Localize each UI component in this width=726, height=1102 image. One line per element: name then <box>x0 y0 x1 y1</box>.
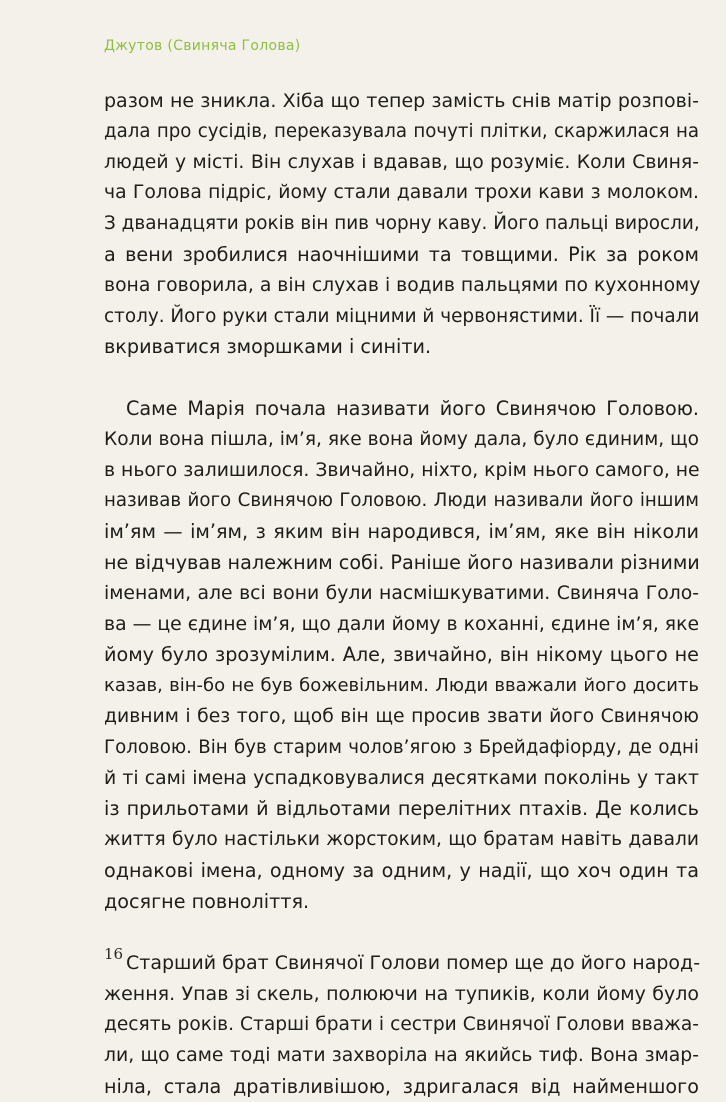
text-line: ва — це єдине ім’я, що дали йому в коханні, єдине ім’я, яке <box>104 610 699 641</box>
text-line: ніла, стала дратівливішою, здригалася від найменшого <box>104 1072 699 1102</box>
text-line: казав, він-бо не був божевільним. Люди вважали його досить <box>104 671 699 702</box>
text-line: столу. Його руки стали міцними й червонястими. Її — почали <box>104 302 699 333</box>
text-line: досягне повноліття. <box>104 887 699 918</box>
text-line: життя було настільки жорстоким, що братам навіть давали <box>104 825 699 856</box>
text-line: Старший брат Свинячої Голови помер ще до його народ- <box>104 948 699 979</box>
text-line: а вени зробилися наочнішими та товщими. Рік за роком <box>104 240 699 271</box>
text-line: ча Голова підріс, йому стали давали трохи кави з молоком. <box>104 178 699 209</box>
paragraph-gap <box>104 918 699 949</box>
text-line: із прильотами й відльотами перелітних птахів. Де колись <box>104 794 699 825</box>
text-line: називав його Свинячою Головою. Люди називали його іншим <box>104 486 699 517</box>
text-line: Саме Марія почала називати його Свинячою Головою. <box>104 394 699 425</box>
running-head: Джутов (Свиняча Голова) <box>104 38 301 54</box>
text-line: людей у місті. Він слухав і вдавав, що розуміє. Коли Свиня- <box>104 148 699 179</box>
text-line: Головою. Він був старим чолов’ягою з Брейдафіорду, де одні <box>104 733 699 764</box>
text-line: вкриватися зморшками і синіти. <box>104 332 699 363</box>
text-line: іменами, але всі вони були насмішкуватими. Свиняча Голо- <box>104 579 699 610</box>
page-number: 16 <box>104 945 123 963</box>
body-text <box>104 86 699 1102</box>
text-line: ім’ям — ім’ям, з яким він народився, ім’ям, яке він ніколи <box>104 517 699 548</box>
text-line: дала про сусідів, переказувала почуті плітки, скаржилася на <box>104 117 699 148</box>
text-line: разом не зникла. Хіба що тепер замість снів матір розпові- <box>104 86 699 117</box>
text-line: вона говорила, а він слухав і водив пальцями по кухонному <box>104 271 699 302</box>
text-line: й ті самі імена успадковувалися десятками поколінь у такт <box>104 764 699 795</box>
text-line: Коли вона пішла, ім’я, яке вона йому дала, було єдиним, що <box>104 425 699 456</box>
text-line: в нього залишилося. Звичайно, ніхто, крім нього самого, не <box>104 456 699 487</box>
text-line: ли, що саме тоді мати захворіла на якийсь тиф. Вона змар- <box>104 1041 699 1072</box>
text-line: не відчував належним собі. Раніше його називали різними <box>104 548 699 579</box>
text-line: ження. Упав зі скель, полюючи на тупиків, коли йому було <box>104 979 699 1010</box>
paragraph-gap <box>104 363 699 394</box>
text-line: З дванадцяти років він пив чорну каву. Його пальці виросли, <box>104 209 699 240</box>
text-line: однакові імена, одному за одним, у надії, що хоч один та <box>104 856 699 887</box>
text-line: дивним і без того, щоб він ще просив звати його Свинячою <box>104 702 699 733</box>
text-line: йому було зрозумілим. Але, звичайно, він нікому цього не <box>104 640 699 671</box>
text-line: десять років. Старші брати і сестри Свинячої Голови вважа- <box>104 1010 699 1041</box>
